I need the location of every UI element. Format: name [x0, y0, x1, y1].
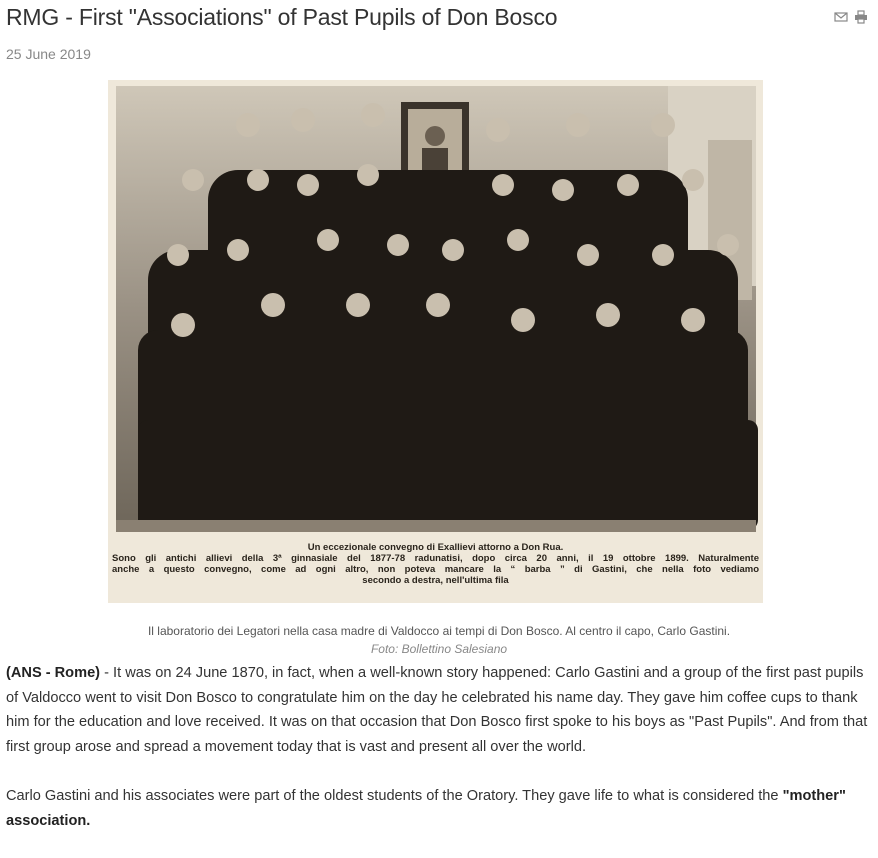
image-credit: Foto: Bollettino Salesiano — [370, 642, 508, 656]
inner-caption-line: Un eccezionale convegno di Exallievi attorno a Don Rua. — [307, 542, 564, 553]
inner-caption-line: secondo a destra, nell'ultima fila — [362, 575, 509, 586]
paragraph-text: - It was on 24 June 1870, in fact, when a well-known story happened: Carlo Gastini and a group of the first past pupils of Valdocco went to visit Don Bosco to congratulate him on the day he celebrated his name day. They gave him coffee cups to thank him for the education and love received. It was on that occasion that Don Bosco first spoke to his boys as "Past Pupils". And from that first group arose and spread a movement today that is vast and present all over the world. — [6, 665, 868, 755]
page-title: RMG - First "Associations" of Past Pupils of Don Bosco — [6, 4, 558, 30]
emphasis-text: "mother" association. — [6, 787, 846, 829]
article-photo — [108, 80, 763, 603]
article-actions — [834, 10, 868, 24]
paragraph — [6, 784, 874, 833]
paragraph-text: Carlo Gastini and his associates were part of the oldest students of the Oratory. They gave life to what is considered the — [6, 787, 783, 804]
email-icon[interactable] — [834, 10, 848, 24]
group-photo — [108, 80, 763, 603]
photo-inner-caption — [108, 542, 763, 586]
publish-date: 25 June 2019 — [6, 46, 91, 62]
print-icon[interactable] — [854, 10, 868, 24]
article-body — [6, 661, 874, 858]
dateline: (ANS - Rome) — [6, 665, 101, 681]
inner-caption-line: anche a questo convegno, come ad ogni altro, non poteva mancare la “ barba ” di Gastini, che nella foto vediamo — [112, 564, 759, 575]
paragraph — [6, 661, 874, 759]
inner-caption-line: Sono gli antichi allievi della 3ª ginnasiale del 1877-78 radunatisi, dopo circa 20 anni, il 19 ottobre 1899. Naturalmente — [112, 553, 759, 564]
image-caption: Il laboratorio dei Legatori nella casa madre di Valdocco ai tempi di Don Bosco. Al centro il capo, Carlo Gastini. — [147, 624, 731, 638]
